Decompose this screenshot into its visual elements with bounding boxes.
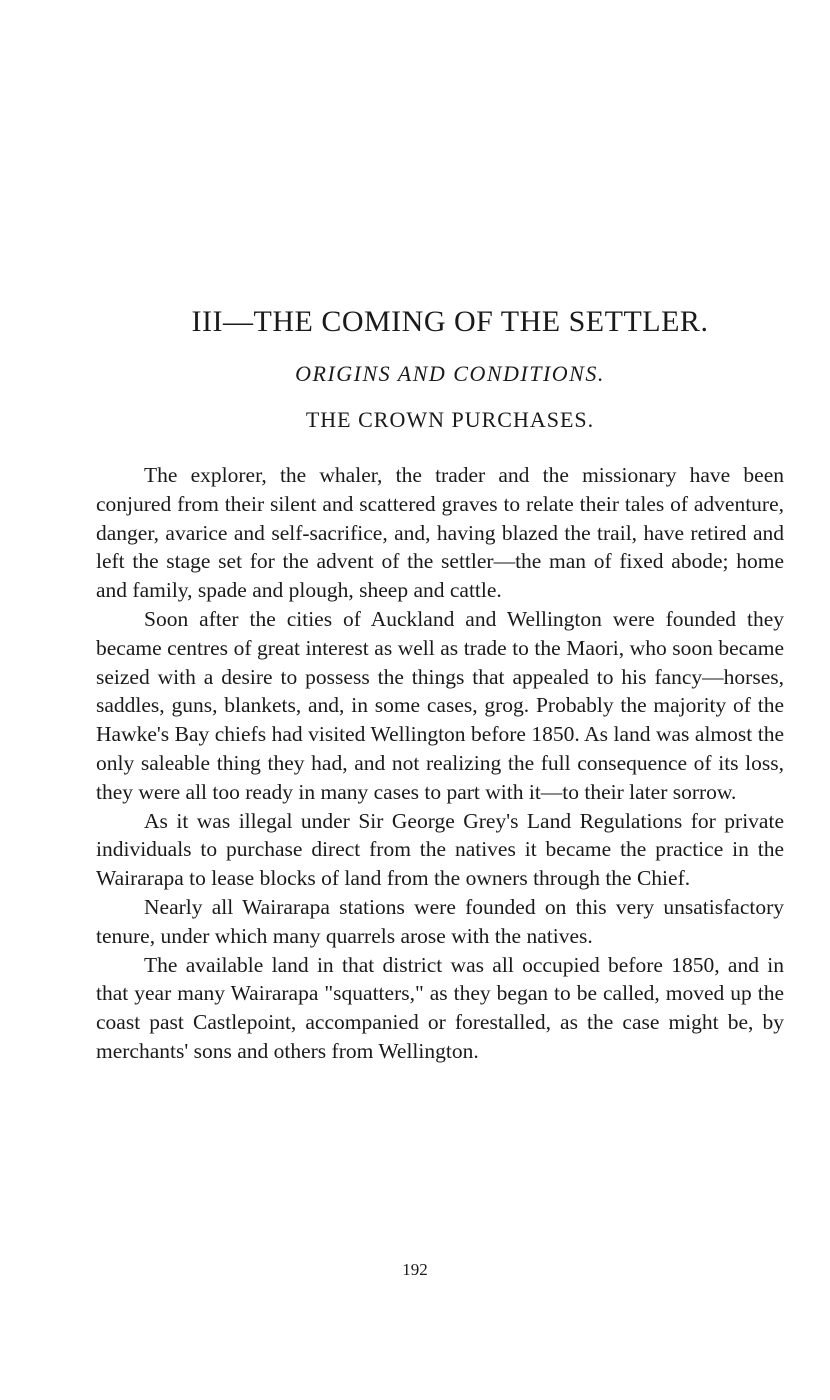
subsection-title: THE CROWN PURCHASES. (305, 407, 595, 432)
chapter-title: III—THE COMING OF THE SETTLER. (191, 305, 709, 338)
section-title: ORIGINS AND CONDITIONS. (295, 361, 605, 386)
page-content (96, 305, 784, 1066)
body-text (96, 461, 784, 1066)
paragraph-2: Soon after the cities of Auckland and Wellington were founded they became centres of great interest as well as trade to the Maori, who soon became seized with a desire to possess the things that appealed to his fancy—horses, saddles, guns, blankets, and, in some cases, grog. Probably the majority of the Hawke's Bay chiefs had visited Wellington before 1850. As land was almost the only saleable thing they had, and not realizing the full consequence of its loss, they were all too ready in many cases to part with it—to their later sorrow. (96, 606, 784, 804)
page-number: 192 (402, 1260, 428, 1279)
paragraph-4: Nearly all Wairarapa stations were founded on this very unsatisfactory tenure, under which many quarrels arose with the natives. (96, 894, 784, 948)
paragraph-1: The explorer, the whaler, the trader and the missionary have been conjured from their silent and scattered graves to relate their tales of adventure, danger, avarice and self-sacrifice, and, having blazed the trail, have retired and left the stage set for the advent of the settler—the man of fixed abode; home and family, spade and plough, sheep and cattle. (96, 463, 784, 603)
paragraph-5: The available land in that district was all occupied before 1850, and in that year many Wairarapa "squatters," as they began to be called, moved up the coast past Castlepoint, accompanied or forestalled, as the case might be, by merchants' sons and others from Wellington. (96, 952, 784, 1063)
paragraph-3: As it was illegal under Sir George Grey's Land Regulations for private individuals to purchase direct from the natives it became the practice in the Wairarapa to lease blocks of land from the owners through the Chief. (96, 808, 784, 891)
